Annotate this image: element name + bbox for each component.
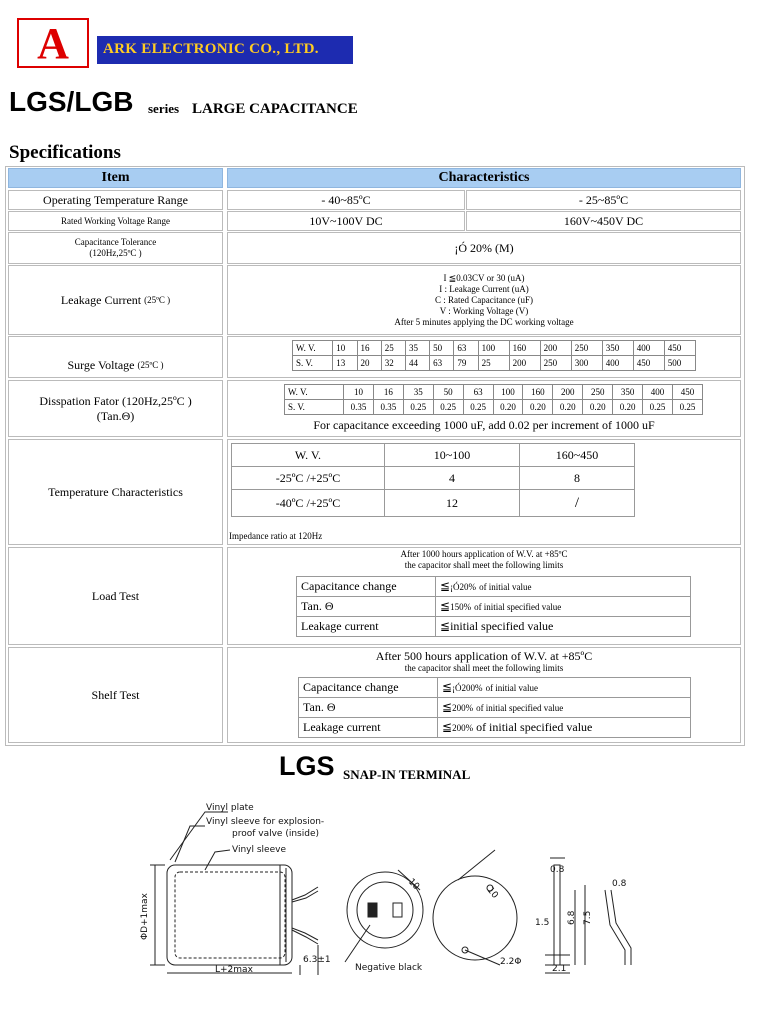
surge-wv-cell: 16 <box>357 341 381 356</box>
label-lead-length: 6.3±1 <box>303 955 331 965</box>
pcb-hole-circle <box>433 876 517 960</box>
theta-symbol: Θ <box>121 408 131 423</box>
dissipation-wv-cell: 450 <box>672 385 702 400</box>
label-dim-68: 6.8 <box>567 910 577 925</box>
temp-char-table <box>231 443 635 517</box>
dissipation-tan-row <box>285 400 703 415</box>
le-symbol: ≦ <box>442 700 453 714</box>
dissipation-wv-cell: 63 <box>463 385 493 400</box>
surge-wv-cell: 450 <box>664 341 695 356</box>
temp-char-label: Temperature Characteristics <box>8 439 223 545</box>
shelf-test-intro-line2: the capacitor shall meet the following limits <box>404 663 564 673</box>
load-test-name: Tan. Θ <box>297 597 436 617</box>
load-test-row <box>297 597 691 617</box>
surge-wv-cell: 35 <box>405 341 429 356</box>
label-dim-15: 1.5 <box>535 918 550 928</box>
shelf-test-row <box>299 678 691 698</box>
op-temp-high: - 25~85ºC <box>466 190 741 210</box>
company-logo <box>17 18 89 68</box>
limit-text: of initial specified value <box>476 703 564 713</box>
load-test-row <box>297 617 691 637</box>
dissipation-wv-cell: 350 <box>613 385 643 400</box>
series-label: series <box>148 101 180 116</box>
bent-pin <box>605 890 625 965</box>
le-symbol: ≦ <box>440 619 451 633</box>
surge-label-cond: (25ºC ) <box>137 360 164 370</box>
surge-sv-cell: 79 <box>454 356 478 371</box>
shelf-test-name: Capacitance change <box>299 678 438 698</box>
leakage-line: After 5 minutes applying the DC working voltage <box>394 316 574 327</box>
label-vinyl-sleeve-explosion-2: proof valve (inside) <box>232 829 319 839</box>
le-symbol: ≦ <box>442 720 453 734</box>
dissipation-wv-cell: 10 <box>344 385 374 400</box>
dissipation-tan-cell: 0.25 <box>433 400 463 415</box>
temp-char-value: / <box>520 490 635 517</box>
shelf-test-intro-line1: After 500 hours application of W.V. at +85ºC <box>375 649 593 663</box>
label-length: L+2max <box>215 965 253 975</box>
tolerance-value: ¡Ó 20% (M) <box>227 232 741 264</box>
leakage-label-cond: (25ºC ) <box>144 295 171 305</box>
leakage-line: I ≦0.03CV or 30 (uA) <box>443 272 525 283</box>
surge-sv-cell: 400 <box>602 356 633 371</box>
surge-sv-cell: 63 <box>430 356 454 371</box>
surge-sv-cell: 44 <box>405 356 429 371</box>
terminal-bottom <box>292 930 318 944</box>
dissipation-label-line1: Disspation Fator (120Hz,25ºC ) <box>39 393 192 408</box>
voltage-range-label: Rated Working Voltage Range <box>8 211 223 231</box>
label-vinyl-sleeve: Vinyl sleeve <box>232 845 286 855</box>
dissipation-tan-cell: 0.20 <box>583 400 613 415</box>
op-temp-low: - 40~85ºC <box>227 190 465 210</box>
shelf-test-table <box>298 677 691 738</box>
limit-text: of initial specified value <box>476 720 593 734</box>
surge-wv-cell: 250 <box>571 341 602 356</box>
temp-char-cond: -40ºC /+25ºC <box>232 490 385 517</box>
dissipation-wv-cell: 50 <box>433 385 463 400</box>
specifications-title: Specifications <box>9 142 121 163</box>
temp-char-row <box>232 490 635 517</box>
dissipation-tan-cell: 0.20 <box>523 400 553 415</box>
leakage-label-text: Leakage Current <box>60 292 142 307</box>
company-banner <box>97 36 353 64</box>
label-dim-08a: 0.8 <box>550 865 565 875</box>
load-test-limit <box>436 617 691 637</box>
dissipation-tan-cell: 0.25 <box>403 400 433 415</box>
surge-sv-row <box>293 356 696 371</box>
positive-terminal <box>393 903 402 917</box>
shelf-test-limit <box>438 718 691 738</box>
logo-letter: A <box>37 19 69 68</box>
surge-sv-cell: 13 <box>333 356 357 371</box>
dissipation-wv-cell: 160 <box>523 385 553 400</box>
surge-sv-cell: 20 <box>357 356 381 371</box>
tolerance-label-line1: Capacitance Tolerance <box>74 237 157 247</box>
limit-prefix: ¡Ó200% <box>452 683 483 693</box>
tolerance-label <box>8 232 223 264</box>
tan-close: ) <box>130 408 135 423</box>
leakage-label <box>8 265 223 335</box>
surge-sv-cell: 200 <box>509 356 540 371</box>
shelf-test-name: Tan. Θ <box>299 698 438 718</box>
load-test-intro-line2: the capacitor shall meet the following limits <box>404 560 564 570</box>
lgs-title: LGS <box>279 751 335 781</box>
le-symbol: ≦ <box>440 599 451 613</box>
dissipation-wv-cell: 16 <box>373 385 403 400</box>
surge-sv-cell: 500 <box>664 356 695 371</box>
dissipation-label <box>8 380 223 437</box>
surge-sv-label: S. V. <box>293 356 333 371</box>
leakage-line: V : Working Voltage (V) <box>439 305 529 316</box>
surge-wv-cell: 200 <box>540 341 571 356</box>
surge-wv-row <box>293 341 696 356</box>
surge-sv-cell: 32 <box>381 356 405 371</box>
surge-label-text: Surge Voltage <box>67 357 135 372</box>
dissipation-tan-cell: 0.25 <box>463 400 493 415</box>
temp-char-head-row <box>232 444 635 467</box>
dissipation-tan-cell: 0.20 <box>493 400 523 415</box>
limit-prefix: 200% <box>452 723 474 733</box>
label-dim-08b: 0.8 <box>612 879 627 889</box>
dissipation-wv-row <box>285 385 703 400</box>
temp-char-head: 10~100 <box>385 444 520 467</box>
dissipation-wv-cell: 400 <box>643 385 673 400</box>
voltage-range-low: 10V~100V DC <box>227 211 465 231</box>
dissipation-sv-label: S. V. <box>285 400 344 415</box>
label-vinyl-plate: Vinyl plate <box>206 803 254 813</box>
limit-text: of initial value <box>485 683 539 693</box>
surge-label <box>8 336 223 378</box>
temp-char-value: 12 <box>385 490 520 517</box>
limit-prefix: 200% <box>452 703 474 713</box>
shelf-test-limit <box>438 698 691 718</box>
surge-sv-cell: 250 <box>540 356 571 371</box>
limit-prefix: 150% <box>450 602 472 612</box>
company-name: ARK ELECTRONIC CO., LTD. <box>103 41 319 57</box>
dissipation-tan-cell: 0.20 <box>553 400 583 415</box>
load-test-intro-line1: After 1000 hours application of W.V. at +85ºC <box>400 549 568 559</box>
col-header-characteristics: Characteristics <box>227 168 741 188</box>
terminal-top <box>292 891 318 902</box>
limit-text: of initial specified value <box>474 602 562 612</box>
surge-sv-cell: 450 <box>633 356 664 371</box>
dissipation-wv-cell: 35 <box>403 385 433 400</box>
shelf-test-limit <box>438 678 691 698</box>
surge-wv-cell: 100 <box>478 341 509 356</box>
load-test-table <box>296 576 691 637</box>
temp-char-head: W. V. <box>232 444 385 467</box>
tolerance-label-line2: (120Hz,25ºC ) <box>89 248 142 258</box>
surge-wv-label: W. V. <box>293 341 333 356</box>
vinyl-sleeve-outline <box>175 872 285 958</box>
shelf-test-row <box>299 698 691 718</box>
dissipation-tan-cell: 0.25 <box>672 400 702 415</box>
shelf-test-label: Shelf Test <box>8 647 223 743</box>
dissipation-tan-cell: 0.35 <box>373 400 403 415</box>
leakage-formula <box>227 265 741 335</box>
surge-sv-cell: 300 <box>571 356 602 371</box>
shelf-test-name: Leakage current <box>299 718 438 738</box>
leakage-line: I : Leakage Current (uA) <box>439 283 529 294</box>
surge-table <box>292 340 696 371</box>
dissipation-tan-cell: 0.35 <box>344 400 374 415</box>
label-dim-21: 2.1 <box>552 964 567 974</box>
leakage-line: C : Rated Capacitance (uF) <box>435 294 533 305</box>
temp-char-row <box>232 467 635 490</box>
impedance-note: Impedance ratio at 120Hz <box>229 531 323 541</box>
dissipation-label-line2 <box>97 409 135 424</box>
limit-prefix: ¡Ó20% <box>450 582 477 592</box>
le-symbol: ≦ <box>442 680 453 694</box>
load-test-label: Load Test <box>8 547 223 645</box>
dissipation-note: For capacitance exceeding 1000 uF, add 0.02 per increment of 1000 uF <box>313 418 655 432</box>
leader-line <box>205 850 230 870</box>
load-test-row <box>297 577 691 597</box>
temp-char-value: 4 <box>385 467 520 490</box>
surge-wv-cell: 25 <box>381 341 405 356</box>
shelf-test-intro <box>227 650 741 674</box>
load-test-name: Capacitance change <box>297 577 436 597</box>
lgs-subtitle: SNAP-IN TERMINAL <box>343 767 471 782</box>
limit-text: initial specified value <box>450 619 554 633</box>
label-negative: Negative black <box>355 963 423 973</box>
dissipation-table <box>284 384 703 415</box>
dissipation-tan-cell: 0.20 <box>613 400 643 415</box>
label-dim-10: 10 <box>405 877 422 893</box>
load-test-intro <box>227 549 741 571</box>
label-dim-22: 2.2Φ <box>500 957 522 967</box>
capacitor-body <box>167 865 292 965</box>
temp-char-head: 160~450 <box>520 444 635 467</box>
hole-pitch-line <box>458 850 495 880</box>
surge-wv-cell: 63 <box>454 341 478 356</box>
bent-pin <box>611 890 631 965</box>
label-dim-10b: 10 <box>484 885 500 901</box>
negative-terminal <box>368 903 377 917</box>
tan-text: (Tan. <box>96 408 122 423</box>
col-header-item: Item <box>8 168 223 188</box>
surge-wv-cell: 50 <box>430 341 454 356</box>
hole-dia-line <box>465 950 500 965</box>
dissipation-wv-cell: 200 <box>553 385 583 400</box>
terminal-bottom <box>292 928 318 940</box>
load-test-name: Leakage current <box>297 617 436 637</box>
shelf-test-row <box>299 718 691 738</box>
end-view-inner <box>357 882 413 938</box>
label-vinyl-sleeve-explosion-1: Vinyl sleeve for explosion- <box>206 817 325 827</box>
surge-wv-cell: 400 <box>633 341 664 356</box>
dissipation-wv-cell: 250 <box>583 385 613 400</box>
temp-char-cond: -25ºC /+25ºC <box>232 467 385 490</box>
surge-sv-cell: 25 <box>478 356 509 371</box>
label-dim-75: 7.5 <box>583 910 593 925</box>
surge-wv-cell: 10 <box>333 341 357 356</box>
dissipation-wv-cell: 100 <box>493 385 523 400</box>
load-test-limit <box>436 577 691 597</box>
dissipation-wv-label: W. V. <box>285 385 344 400</box>
product-description: LARGE CAPACITANCE <box>192 101 358 117</box>
load-test-limit <box>436 597 691 617</box>
voltage-range-high: 160V~450V DC <box>466 211 741 231</box>
dissipation-tan-cell: 0.25 <box>643 400 673 415</box>
label-diameter: ΦD+1max <box>140 893 150 940</box>
surge-wv-cell: 350 <box>602 341 633 356</box>
temp-char-value: 8 <box>520 467 635 490</box>
pin-body <box>554 865 560 965</box>
op-temp-label: Operating Temperature Range <box>8 190 223 210</box>
dimension-drawing <box>0 790 768 990</box>
limit-text: of initial value <box>479 582 532 592</box>
surge-wv-cell: 160 <box>509 341 540 356</box>
leader-line <box>175 826 205 862</box>
le-symbol: ≦ <box>440 579 451 593</box>
product-title: LGS/LGB <box>9 86 134 117</box>
